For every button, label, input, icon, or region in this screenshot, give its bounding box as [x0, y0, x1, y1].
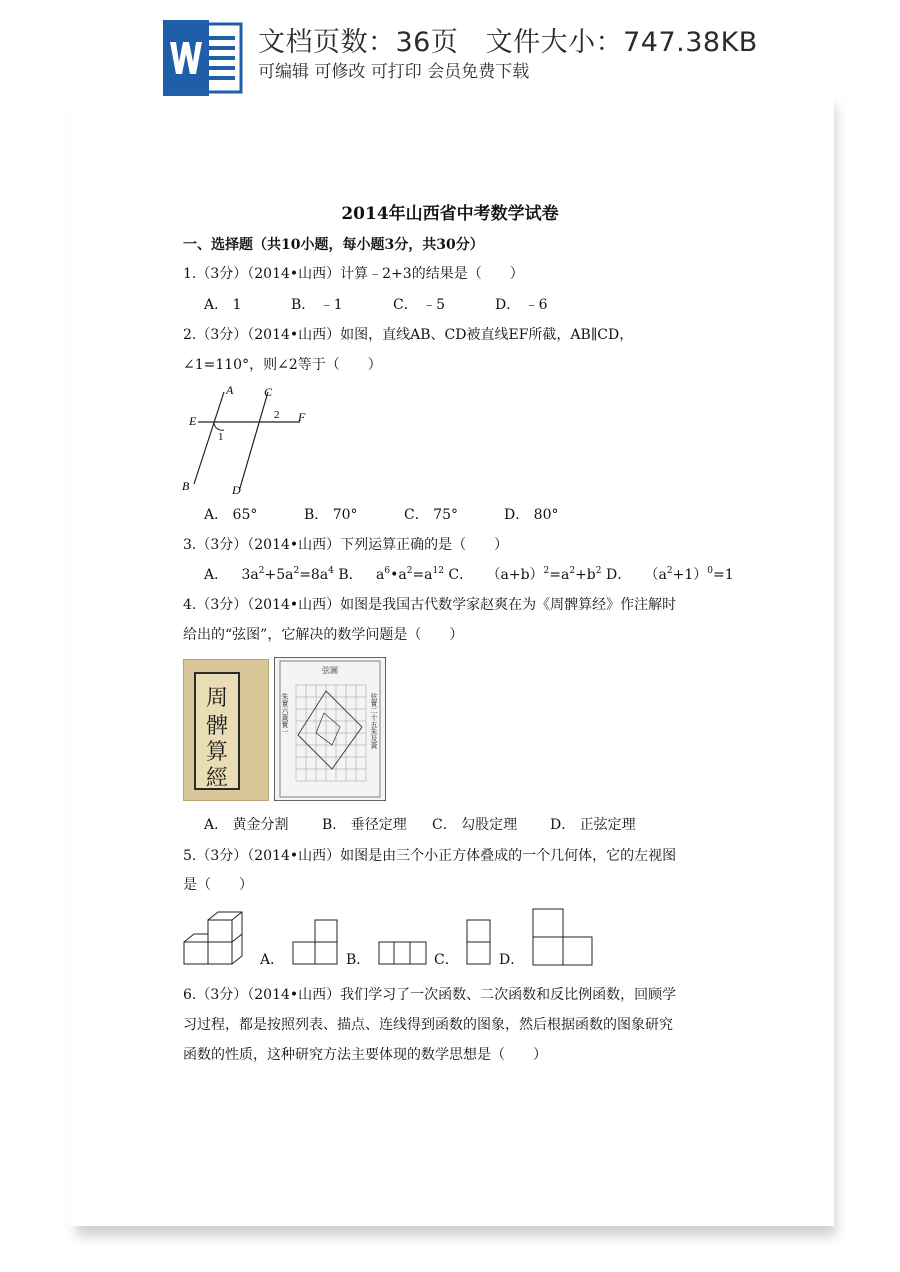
- q1-option-d: D． ﹣6: [495, 297, 548, 313]
- q5-label-a: A．: [260, 952, 285, 968]
- q6-stem-line1: 6.（3分）（2014•山西）我们学习了一次函数、二次函数和反比例函数，回顾学: [183, 987, 677, 1003]
- q5-option-d-view: [532, 907, 594, 967]
- book-title-char-1: 周: [205, 686, 229, 711]
- q3-option-c-label: C．: [448, 567, 474, 583]
- q6-stem-line3: 函数的性质，这种研究方法主要体现的数学思想是（ ）: [183, 1047, 547, 1063]
- q1-stem: 1.（3分）（2014•山西）计算﹣2+3的结果是（ ）: [183, 266, 524, 282]
- q1-option-c: C． ﹣5: [393, 297, 446, 313]
- q5-label-d: D．: [499, 952, 525, 968]
- q2-stem-line2: ∠1=110°，则∠2等于（ ）: [183, 357, 382, 373]
- q4-option-a: A． 黄金分割: [204, 817, 289, 833]
- q4-option-b: B． 垂径定理: [322, 817, 407, 833]
- q2-option-b: B． 70°: [304, 507, 358, 523]
- file-info-subtitle: 可编辑 可修改 可打印 会员免费下载: [258, 62, 530, 82]
- q3-options-row: A． $3a^2+5a^2=8a^4$ B． $a^6•a^2=a^{12}$ C． $(a+b)^2=a^2+b^2$ D． $(a^2+1)^0=1$: [204, 566, 734, 583]
- q5-option-b-view: [378, 940, 428, 966]
- q5-stem-line2: 是（ ）: [183, 877, 253, 893]
- q5-label-b: B．: [346, 952, 371, 968]
- q4-stem-line2: 给出的“弦图”，它解决的数学问题是（ ）: [183, 627, 464, 643]
- diagram-caption: 弦圖: [322, 666, 338, 675]
- q5-option-c-view: [465, 918, 493, 966]
- xian-diagram-image: [274, 657, 386, 801]
- q5-stem-line1: 5.（3分）（2014•山西）如图是由三个小正方体叠成的一个几何体，它的左视图: [183, 848, 677, 864]
- q1-option-a: A． 1: [204, 297, 242, 313]
- q5-option-a-view: [292, 918, 340, 966]
- download-header: [0, 0, 900, 100]
- q6-stem-line2: 习过程，都是按照列表、描点、连线得到函数的图象，然后根据函数的图象研究: [183, 1017, 673, 1033]
- label-f: F: [298, 410, 306, 424]
- label-d: D: [232, 483, 241, 497]
- label-b: B: [182, 479, 190, 493]
- q3-option-a-label: A．: [204, 567, 229, 583]
- label-angle-2: 2: [274, 409, 280, 421]
- q3-option-d-label: D．: [605, 567, 632, 583]
- diagram-right-text: 弦實二十五朱及黃: [370, 693, 378, 749]
- q1-option-b: B． ﹣1: [291, 297, 343, 313]
- q5-label-c: C．: [434, 952, 459, 968]
- exam-title: 2014年山西省中考数学试卷: [341, 204, 559, 224]
- q4-option-c: C． 勾股定理: [432, 817, 518, 833]
- book-title-char-4: 經: [205, 766, 229, 791]
- q4-option-d: D． 正弦定理: [550, 817, 636, 833]
- q3-option-b-label: B．: [338, 567, 363, 583]
- label-angle-1: 1: [218, 431, 224, 443]
- q3-stem: 3.（3分）（2014•山西）下列运算正确的是（ ）: [183, 537, 509, 553]
- label-a: A: [226, 383, 234, 397]
- q2-stem-line1: 2.（3分）（2014•山西）如图，直线AB、CD被直线EF所截，AB∥CD，: [183, 327, 634, 343]
- diagram-left-text: 朱實六黃實一: [281, 693, 289, 735]
- book-title-char-2: 髀: [205, 714, 229, 739]
- q2-parallel-lines-figure: [180, 380, 320, 500]
- q2-option-a: A． 65°: [204, 507, 258, 523]
- q2-option-d: D． 80°: [504, 507, 559, 523]
- zhoubi-book-cover-image: [183, 659, 269, 801]
- q2-option-c: C． 75°: [404, 507, 458, 523]
- file-info-title: 文档页数：36页 文件大小：747.38KB: [258, 27, 758, 58]
- q5-cube-solid-figure: [182, 906, 244, 968]
- label-e: E: [189, 414, 197, 428]
- section-heading: 一、选择题（共10小题，每小题3分，共30分）: [183, 237, 484, 253]
- book-title-char-3: 算: [205, 740, 229, 765]
- word-document-icon: [163, 20, 245, 96]
- label-c: C: [264, 385, 273, 399]
- q4-stem-line1: 4.（3分）（2014•山西）如图是我国古代数学家赵爽在为《周髀算经》作注解时: [183, 597, 677, 613]
